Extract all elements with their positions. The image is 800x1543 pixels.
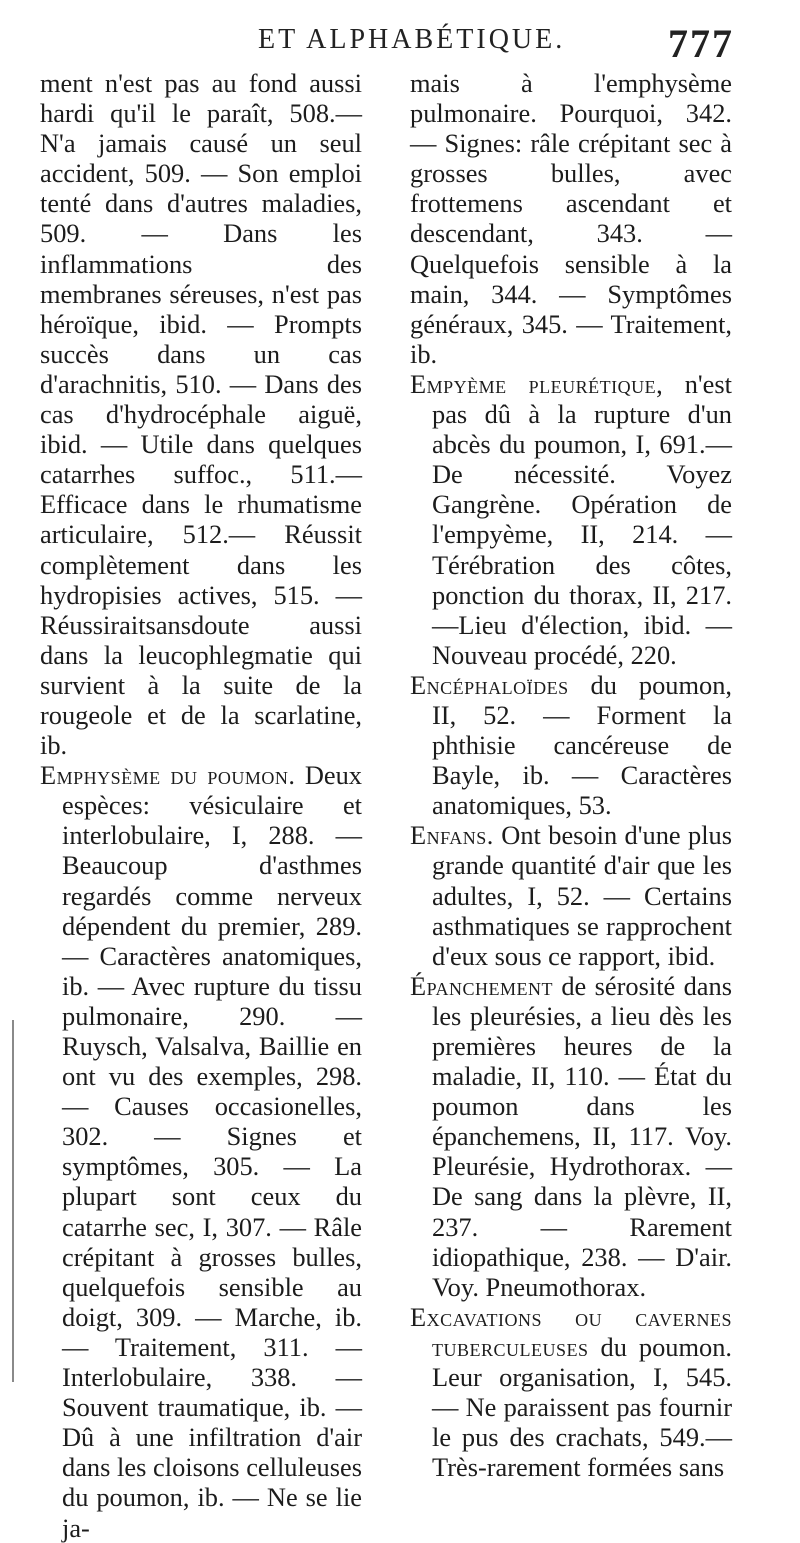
entry-headword: Excavations ou cavernes tuberculeuses [410,1301,732,1362]
entry-emphyseme [40,760,362,1542]
left-column [40,68,362,1543]
entry-body: de sérosité dans les pleurésies, a lieu dès les premières heures de la maladie, II, 110. — État du poumon dans les épanchemens, II, 117. Voy. Pleurésie, Hydrothorax. — De sang dans la plèvre, II, 237. — Rarement idiopathique, 238. — D'air. Voy. Pneumothorax. [432,970,732,1302]
entry-body: mais à l'emphysème pulmonaire. Pourquoi, 342. — Signes: râle crépitant sec à grosses bulles, avec frottemens ascendant et descendant, 343. — Quelquefois sensible à la main, 344. — Symptômes généraux, 345. — Traitement, ib. [410,68,732,369]
entry-headword: Épanchement [410,970,553,1001]
entry-headword: Encéphaloïdes [410,669,569,700]
page-number: 777 [668,21,734,66]
entry-excavations [410,1302,732,1483]
entry-body: Ont besoin d'une plus grande quantité d'air que les adultes, I, 52. — Certains asthmatiques se rapprochent d'eux sous ce rapport, ibid. [432,820,732,971]
right-column [410,68,732,1482]
entry-empyeme [410,369,732,670]
page-edge-shadow [12,1020,14,1382]
entry-body: Deux espèces: vésiculaire et interlobulaire, I, 288. — Beaucoup d'asthmes regardés comme nerveux dépendent du premier, 289. — Caractères anatomiques, ib. — Avec rupture du tissu pulmonaire, 290. — Ruysch, Valsalva, Baillie en ont vu des exemples, 298. — Causes occasionelles, 302. — Signes et symptômes, 305. — La plupart sont ceux du catarrhe sec, I, 307. — Râle crépitant à grosses bulles, quelquefois sensible au doigt, 309. — Marche, ib. — Traitement, 311. — Interlobulaire, 338. — Souvent traumatique, ib. — Dû à une infiltration d'air dans les cloisons celluleuses du poumon, ib. — Ne se lie ja- [62,760,362,1543]
entry-headword: Emphysème du poumon. [40,760,296,791]
entry-enfans [410,820,732,970]
entry-headword: Empyème pleurétique, [410,368,664,399]
entry-continuation-right [410,68,732,369]
entry-body: du poumon, II, 52. — Forment la phthisie cancéreuse de Bayle, ib. — Caractères anatomiques, 53. [432,669,732,821]
running-head [0,18,800,66]
entry-body: n'est pas dû à la rupture d'un abcès du poumon, I, 691.—De nécessité. Voyez Gangrène. Opération de l'empyème, II, 214. — Térébration des côtes, ponction du thorax, II, 217.—Lieu d'élection, ibid. — Nouveau procédé, 220. [432,368,732,670]
entry-headword: Enfans. [410,820,494,851]
entry-epanchement [410,971,732,1302]
entry-continuation-left [40,68,362,760]
entry-encephaloides [410,670,732,820]
running-title: ET ALPHABÉTIQUE. [258,24,566,55]
entry-body: du poumon. Leur organisation, I, 545. — Ne paraissent pas fournir le pus des crachats, 549.— Très-rarement formées sans [432,1331,732,1483]
entry-body: ment n'est pas au fond aussi hardi qu'il le paraît, 508.— N'a jamais causé un seul accident, 509. — Son emploi tenté dans d'autres maladies, 509. — Dans les inflammations des membranes séreuses, n'est pas héroïque, ibid. — Prompts succès dans un cas d'arachnitis, 510. — Dans des cas d'hydrocéphale aiguë, ibid. — Utile dans quelques catarrhes suffoc., 511.— Efficace dans le rhumatisme articulaire, 512.— Réussit complètement dans les hydropisies actives, 515. —Réussiraitsansdoute aussi dans la leucophlegmatie qui survient à la suite de la rougeole et de la scarlatine, ib. [40,68,362,761]
